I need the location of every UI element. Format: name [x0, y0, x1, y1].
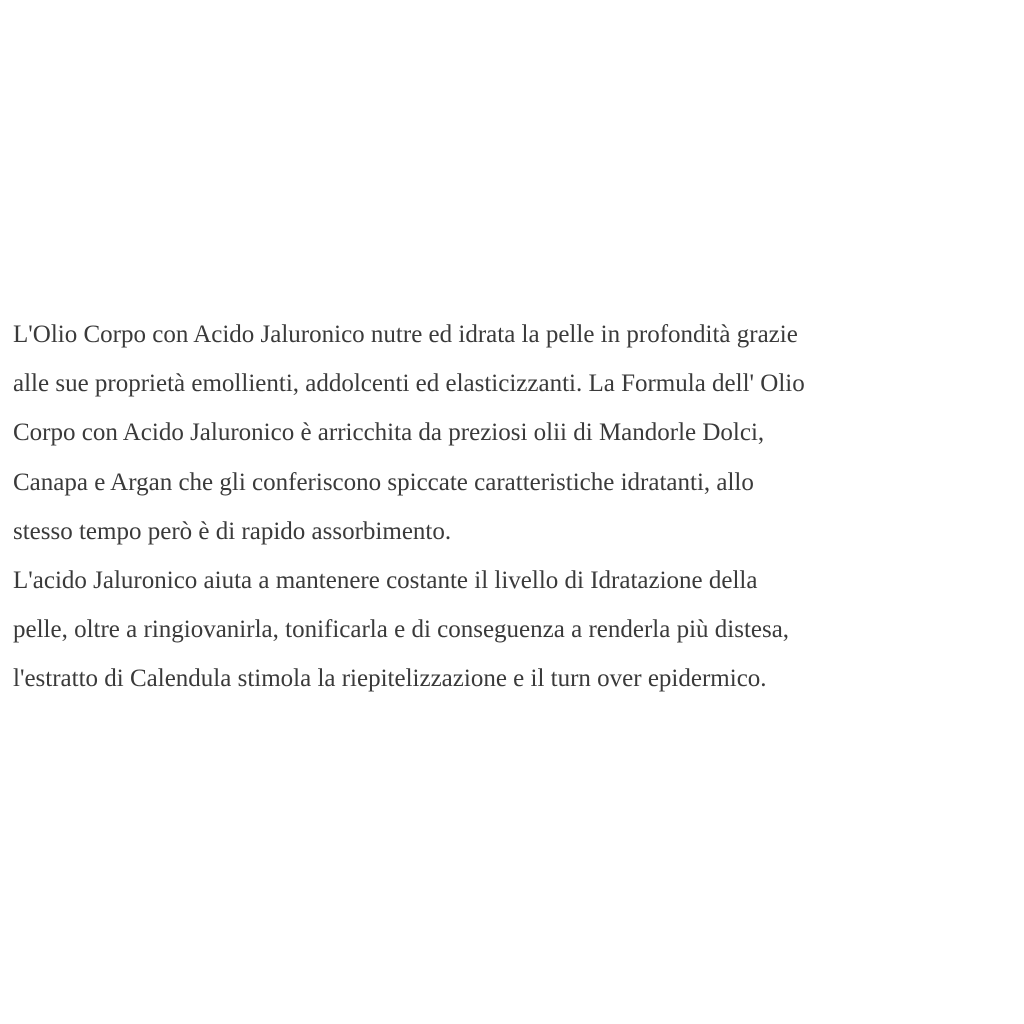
paragraph-line: L'Olio Corpo con Acido Jaluronico nutre ed idrata la pelle in profondità grazie	[13, 321, 798, 348]
paragraph-line: Canapa e Argan che gli conferiscono spiccate caratteristiche idratanti, allo	[13, 468, 754, 496]
description-paragraph-2	[13, 556, 1018, 704]
paragraph-line: Corpo con Acido Jaluronico è arricchita da preziosi olii di Mandorle Dolci,	[13, 419, 765, 447]
product-description	[13, 310, 1018, 704]
paragraph-line: l'estratto di Calendula stimola la riepitelizzazione e il turn over epidermico.	[13, 665, 767, 693]
paragraph-line: alle sue proprietà emollienti, addolcenti ed elasticizzanti. La Formula dell' Olio	[13, 370, 805, 398]
description-paragraph-1	[13, 310, 1018, 556]
paragraph-line: stesso tempo però è di rapido assorbimento.	[13, 517, 452, 545]
paragraph-line: pelle, oltre a ringiovanirla, tonificarla e di conseguenza a renderla più distesa,	[13, 616, 790, 644]
paragraph-line: L'acido Jaluronico aiuta a mantenere costante il livello di Idratazione della	[13, 567, 758, 595]
